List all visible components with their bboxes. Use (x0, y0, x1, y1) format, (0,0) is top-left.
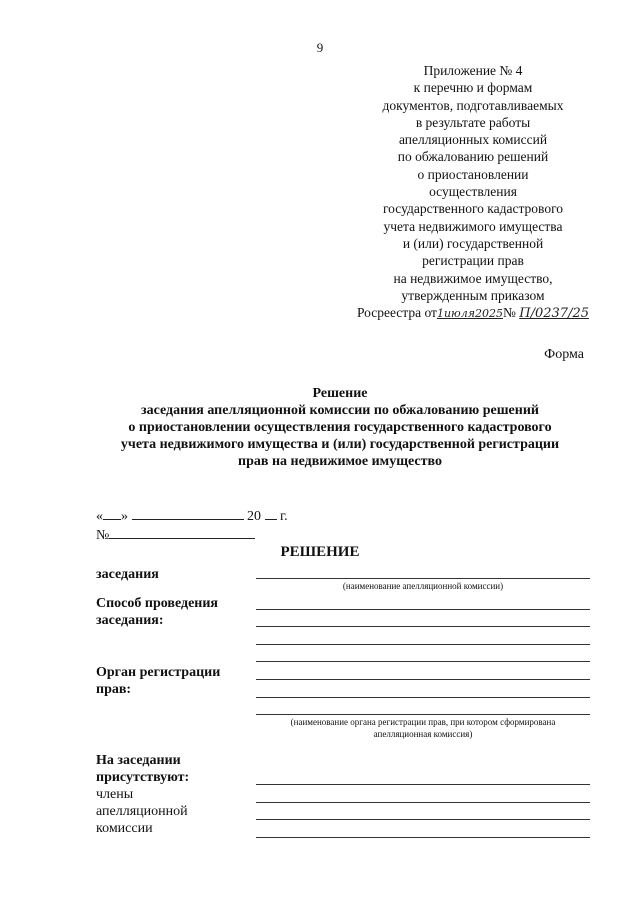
appendix-line: учета недвижимого имущества (383, 218, 563, 234)
year-prefix: 20 (247, 509, 261, 524)
appendix-line: утвержденным приказом (401, 287, 545, 303)
page-number: 9 (316, 40, 324, 55)
appendix-line: к перечню и формам (413, 80, 533, 96)
title-line: учета недвижимого имущества и (или) государственной регистрации (120, 437, 560, 452)
commission-caption: (наименование апелляционной комиссии) (342, 581, 504, 591)
appendix-line: по обжалованию решений (397, 149, 549, 165)
registration-line-3[interactable] (256, 714, 590, 715)
close-quote: » (121, 509, 128, 524)
method-line-1[interactable] (256, 609, 590, 610)
members-line-3[interactable] (256, 819, 590, 820)
appendix-line: апелляционных комиссий (398, 132, 548, 148)
appendix-line: государственного кадастрового (382, 201, 564, 217)
order-number-sign: № (503, 305, 516, 321)
title-line: Решение (312, 386, 368, 401)
decision-heading: РЕШЕНИЕ (280, 544, 360, 560)
commission-name-line[interactable] (256, 578, 590, 579)
present-label-2: присутствуют: (96, 770, 190, 785)
month-blank[interactable] (132, 505, 244, 520)
appendix-line: осуществления (429, 184, 517, 200)
number-blank[interactable] (109, 524, 255, 539)
number-label: № (96, 528, 110, 543)
registration-line-1[interactable] (256, 679, 590, 680)
registration-label-2: прав: (96, 682, 132, 697)
number-line (96, 524, 255, 544)
members-line-2[interactable] (256, 802, 590, 803)
order-prefix: Росреестра от (356, 305, 437, 321)
present-label-1: На заседании (96, 753, 181, 768)
title-line: о приостановлении осуществления государственного кадастрового (128, 420, 552, 435)
form-label: Форма (544, 347, 584, 362)
registration-caption-2: апелляционная комиссия) (373, 729, 473, 739)
appendix-line: о приостановлении (417, 166, 529, 182)
appendix-line: документов, подготавливаемых (382, 97, 564, 113)
session-label: заседания (96, 567, 159, 582)
date-line (96, 505, 288, 525)
appendix-block (340, 62, 606, 322)
method-line-2[interactable] (256, 626, 590, 627)
document-title (60, 385, 620, 470)
appendix-line: Приложение № 4 (423, 63, 523, 78)
handwritten-order-number: П/0237/25 (519, 306, 590, 322)
day-blank[interactable] (103, 505, 121, 520)
title-line: прав на недвижимое имущество (238, 454, 442, 469)
members-label-3: комиссии (96, 821, 153, 836)
method-label-2: заседания: (96, 613, 164, 628)
members-label-2: апелляционной (96, 804, 188, 819)
appendix-line: в результате работы (415, 114, 531, 130)
registration-caption-1: (наименование органа регистрации прав, при котором сформирована (290, 717, 556, 727)
method-line-3[interactable] (256, 644, 590, 645)
members-line-1[interactable] (256, 784, 590, 785)
appendix-line: регистрации прав (422, 253, 524, 269)
appendix-line: и (или) государственной (402, 235, 544, 251)
open-quote: « (96, 509, 103, 524)
year-suffix: г. (280, 509, 288, 524)
members-label-1: члены (96, 787, 134, 802)
method-line-4[interactable] (256, 661, 590, 662)
handwritten-date: 1июля2025 (436, 307, 504, 321)
registration-label-1: Орган регистрации (96, 665, 221, 680)
method-label-1: Способ проведения (96, 596, 218, 611)
year-blank[interactable] (265, 505, 277, 520)
title-line: заседания апелляционной комиссии по обжалованию решений (141, 403, 539, 418)
registration-line-2[interactable] (256, 697, 590, 698)
order-reference (340, 304, 606, 322)
appendix-line: на недвижимое имущество, (393, 270, 553, 286)
members-line-4[interactable] (256, 837, 590, 838)
